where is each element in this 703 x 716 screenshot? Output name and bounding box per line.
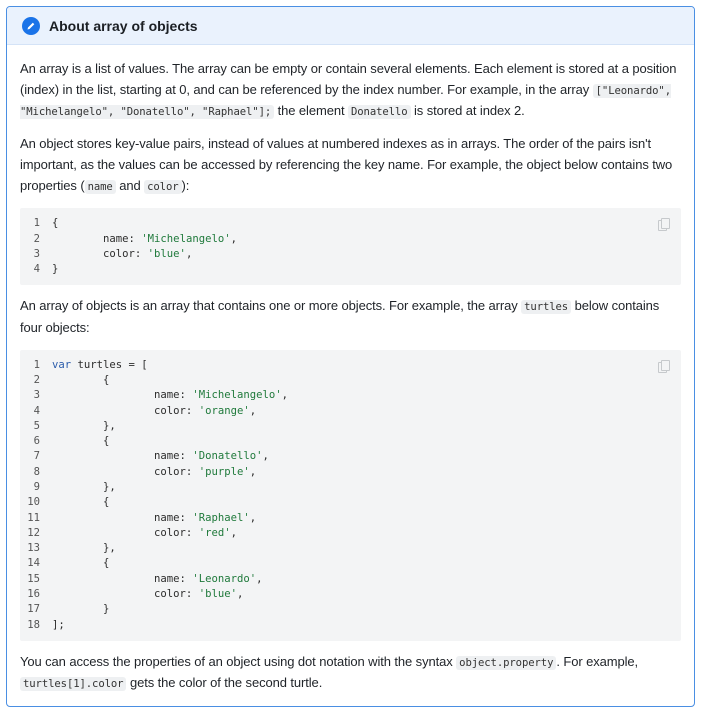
code-line xyxy=(20,449,681,464)
line-number: 6 xyxy=(33,435,40,448)
code-text: name: 'Michelangelo', xyxy=(52,389,289,402)
line-number: 17 xyxy=(27,603,40,616)
line-number: 18 xyxy=(27,618,40,631)
code-block-turtles xyxy=(20,350,681,641)
line-number: 3 xyxy=(33,247,40,260)
paragraph-array-of-objects xyxy=(20,296,681,338)
code-text: { xyxy=(52,217,59,230)
text: An object stores key-value pairs, instead of values at numbered indexes as in arrays. The order of the pairs isn't important, as the values can be accessed by referencing the key name. For example, the object below contains two properties ( xyxy=(20,136,673,193)
code-text: color: 'blue', xyxy=(52,588,244,601)
line-number: 4 xyxy=(33,263,40,276)
code-line xyxy=(20,247,681,262)
text: and xyxy=(115,177,145,193)
inline-code: object.property xyxy=(456,656,556,670)
code-block-object xyxy=(20,208,681,285)
line-number: 2 xyxy=(33,232,40,245)
card-body xyxy=(7,45,694,695)
code-line xyxy=(20,602,681,617)
code-line xyxy=(20,556,681,571)
line-number: 12 xyxy=(27,526,40,539)
card-title: About array of objects xyxy=(49,17,198,34)
code-line xyxy=(20,262,681,277)
inline-code: name xyxy=(85,180,116,194)
code-line xyxy=(20,419,681,434)
line-number: 7 xyxy=(33,450,40,463)
code-text: color: 'blue', xyxy=(52,247,193,260)
code-line xyxy=(20,572,681,587)
code-line xyxy=(20,232,681,247)
line-number: 11 xyxy=(27,511,40,524)
code-text: name: 'Leonardo', xyxy=(52,572,263,585)
code-text: { xyxy=(52,373,110,386)
text: You can access the properties of an object using dot notation with the syntax xyxy=(20,653,457,669)
code-line xyxy=(20,465,681,480)
line-number: 9 xyxy=(33,481,40,493)
text: An array of objects is an array that contains one or more objects. For example, the array xyxy=(20,298,522,314)
text: . For example, xyxy=(556,653,639,669)
line-number: 1 xyxy=(33,217,40,230)
code-line xyxy=(20,526,681,541)
code-text: } xyxy=(52,603,110,616)
pencil-icon xyxy=(22,17,40,35)
line-number: 5 xyxy=(33,419,40,432)
code-line xyxy=(20,618,681,633)
inline-code: ["Leonardo", "Michelangelo", "Donatello", "Raphael"]; xyxy=(20,84,671,119)
line-number: 3 xyxy=(33,389,40,402)
code-line xyxy=(20,388,681,403)
code-line xyxy=(20,216,681,231)
code-line xyxy=(20,511,681,526)
code-line xyxy=(20,587,681,602)
code-text: }, xyxy=(52,481,116,493)
line-number: 8 xyxy=(33,465,40,478)
line-number: 2 xyxy=(33,373,40,386)
text: the element xyxy=(274,103,348,119)
line-number: 16 xyxy=(27,588,40,601)
line-number: 1 xyxy=(33,358,40,371)
code-text: name: 'Michelangelo', xyxy=(52,232,237,245)
copy-icon[interactable] xyxy=(658,218,670,232)
code-line xyxy=(20,541,681,556)
code-text: ]; xyxy=(52,618,65,631)
line-number: 10 xyxy=(27,496,40,509)
code-text: } xyxy=(52,263,59,276)
code-line xyxy=(20,434,681,449)
code-text: color: 'orange', xyxy=(52,404,257,417)
code-text: color: 'red', xyxy=(52,526,237,539)
code-text: }, xyxy=(52,419,116,432)
code-line xyxy=(20,404,681,419)
line-number: 4 xyxy=(33,404,40,417)
code-text: name: 'Donatello', xyxy=(52,450,269,463)
inline-code: turtles xyxy=(521,300,571,314)
code-text: var turtles = [ xyxy=(52,358,148,371)
text: An array is a list of values. The array can be empty or contain several elements. Each element is stored at a position (index) in the list, starting at 0, and can be referenced by the index number. For example, in the array xyxy=(20,61,677,97)
code-text: name: 'Raphael', xyxy=(52,511,257,524)
text: is stored at index 2. xyxy=(410,103,525,119)
code-line xyxy=(20,373,681,388)
line-number: 14 xyxy=(27,557,40,570)
line-number: 13 xyxy=(27,542,40,555)
paragraph-array-intro xyxy=(20,59,681,123)
code-text: { xyxy=(52,435,110,448)
copy-icon[interactable] xyxy=(658,360,670,374)
inline-code: color xyxy=(144,180,181,194)
paragraph-object-intro xyxy=(20,134,681,197)
code-text: }, xyxy=(52,542,116,555)
code-line xyxy=(20,358,681,373)
text: gets the color of the second turtle. xyxy=(126,675,323,691)
text: below contains four objects: xyxy=(20,298,660,335)
paragraph-dot-notation xyxy=(20,652,681,695)
code-line xyxy=(20,480,681,495)
code-text: { xyxy=(52,557,110,570)
info-card xyxy=(6,6,695,707)
code-text: color: 'purple', xyxy=(52,465,257,478)
code-line xyxy=(20,495,681,510)
text: ): xyxy=(181,177,190,193)
card-header xyxy=(7,7,694,45)
inline-code: turtles[1].color xyxy=(20,677,126,691)
line-number: 15 xyxy=(27,572,40,585)
inline-code: Donatello xyxy=(348,105,411,119)
code-text: { xyxy=(52,496,110,509)
